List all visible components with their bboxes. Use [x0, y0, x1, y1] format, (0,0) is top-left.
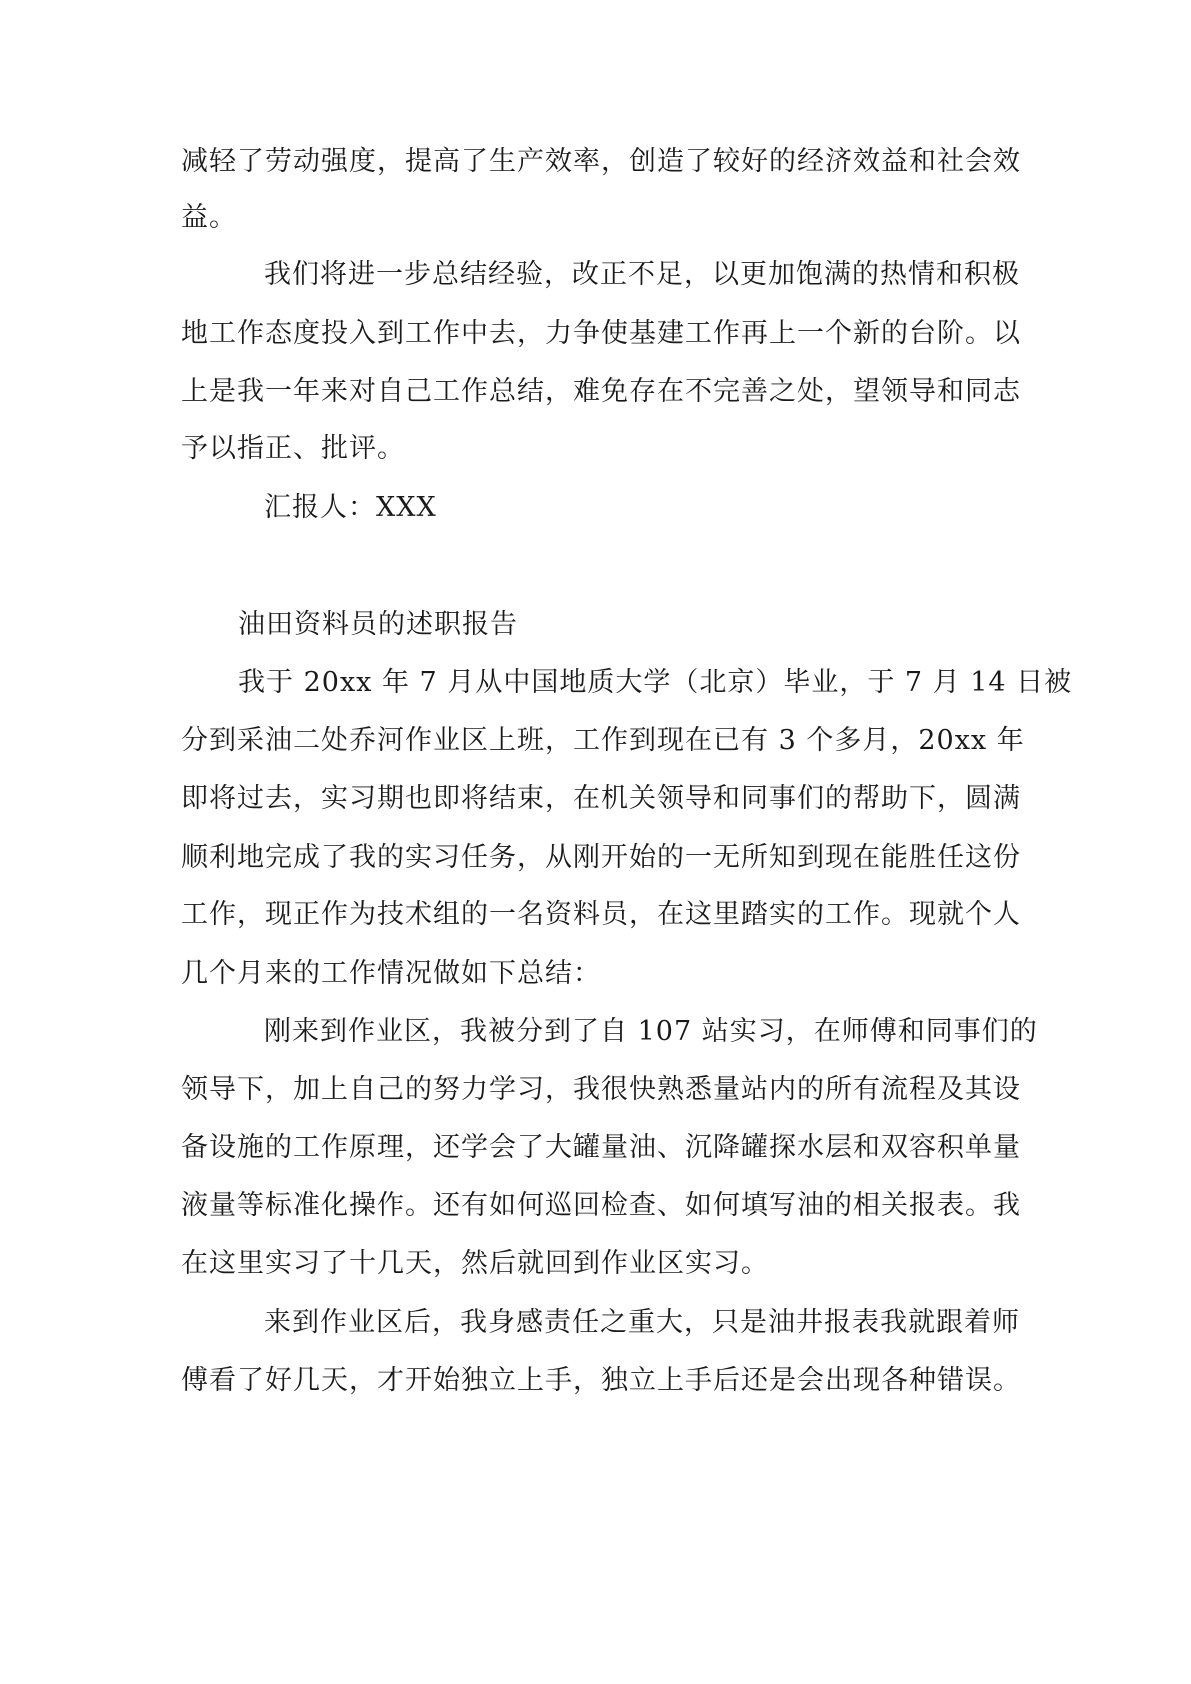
text-line: 来到作业区后，我身感责任之重大，只是油井报表我就跟着师 [264, 1307, 1020, 1338]
text-line: 益。 [181, 202, 237, 233]
text-line: 予以指正、批评。 [181, 433, 405, 464]
text-line: 领导下，加上自己的努力学习，我很快熟悉量站内的所有流程及其设 [181, 1074, 1021, 1105]
text-line: 我于 20xx 年 7 月从中国地质大学（北京）毕业，于 7 月 14 日被 [238, 667, 1073, 698]
text-line: 即将过去，实习期也即将结束，在机关领导和同事们的帮助下，圆满 [181, 783, 1021, 814]
text-line: 傅看了好几天，才开始独立上手，独立上手后还是会出现各种错误。 [181, 1365, 1021, 1396]
text-line: 我们将进一步总结经验，改正不足，以更加饱满的热情和积极 [264, 259, 1020, 290]
text-line: 备设施的工作原理，还学会了大罐量油、沉降罐探水层和双容积单量 [181, 1132, 1021, 1163]
text-line: 刚来到作业区，我被分到了自 107 站实习，在师傅和同事们的 [264, 1016, 1038, 1047]
section-title: 油田资料员的述职报告 [238, 609, 518, 640]
text-line: 分到采油二处乔河作业区上班，工作到现在已有 3 个多月，20xx 年 [181, 725, 1025, 756]
text-line: 上是我一年来对自己工作总结，难免存在不完善之处，望领导和同志 [181, 376, 1021, 407]
text-line: 液量等标准化操作。还有如何巡回检查、如何填写油的相关报表。我 [181, 1190, 1021, 1221]
text-line: 几个月来的工作情况做如下总结： [181, 958, 601, 989]
text-line: 在这里实习了十几天，然后就回到作业区实习。 [181, 1248, 769, 1279]
text-line: 减轻了劳动强度，提高了生产效率，创造了较好的经济效益和社会效 [181, 146, 1021, 177]
reporter-signature: 汇报人：XXX [264, 492, 437, 523]
text-line: 顺利地完成了我的实习任务，从刚开始的一无所知到现在能胜任这份 [181, 842, 1021, 873]
text-line: 工作，现正作为技术组的一名资料员，在这里踏实的工作。现就个人 [181, 899, 1021, 930]
text-line: 地工作态度投入到工作中去，力争使基建工作再上一个新的台阶。以 [181, 318, 1021, 349]
